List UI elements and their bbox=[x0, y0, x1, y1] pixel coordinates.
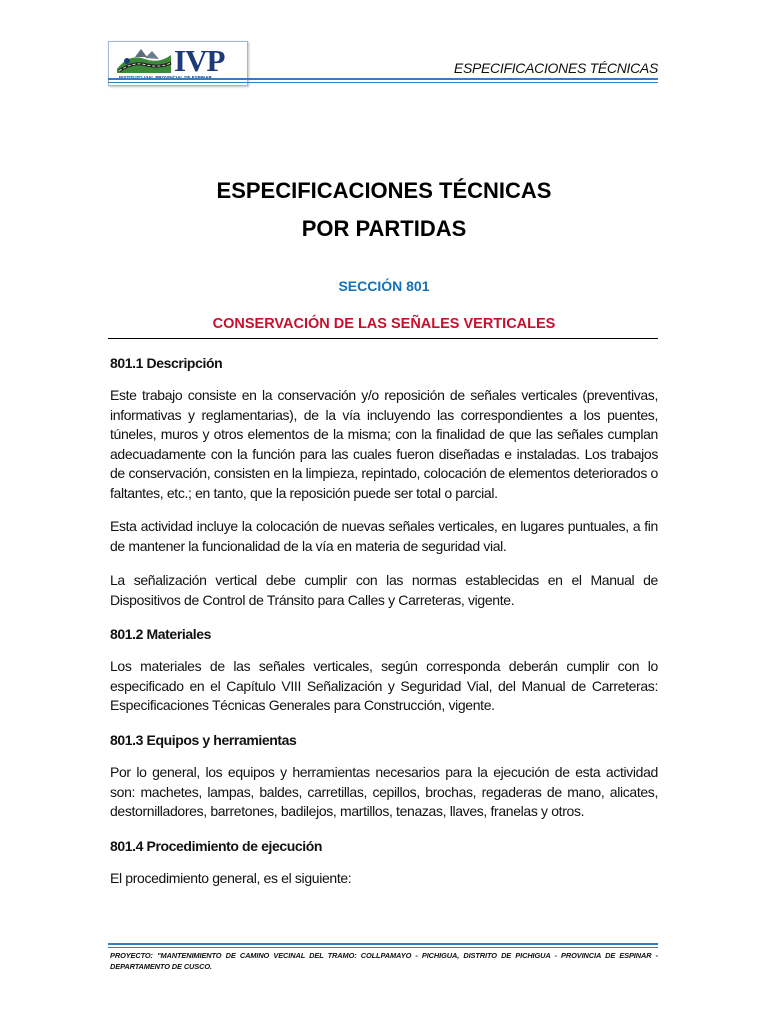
logo-text: IVP bbox=[174, 43, 225, 78]
header-title: ESPECIFICACIONES TÉCNICAS bbox=[453, 60, 658, 76]
document-title-line2: POR PARTIDAS bbox=[301, 216, 467, 241]
section-number: SECCIÓN 801 bbox=[338, 278, 430, 294]
footer-divider bbox=[108, 943, 658, 945]
paragraph: El procedimiento general, es el siguiente: bbox=[110, 870, 352, 886]
footer-project-text: PROYECTO: "MANTENIMIENTO DE CAMINO VECINAL DEL TRAMO: COLLPAMAYO - PICHIGUA, DISTRITO DE PICHIGUA - PROVINCIA DE ESPINAR - DEPARTAMENTO DE CUSCO. bbox=[110, 951, 658, 971]
paragraph: Los materiales de las señales verticales, según corresponda deberán cumplir con lo especificado en el Capítulo VIII Señalización y Seguridad Vial, del Manual de Carreteras: Especificaciones Técnicas Generales para Construcción, vigente. bbox=[110, 658, 658, 713]
paragraph: Este trabajo consiste en la conservación y/o reposición de señales verticales (preventivas, informativas y reglamentarias), de la vía incluyendo las correspondientes a los puentes, túneles, muros y otros elementos de la misma; con la finalidad de que las señales cumplan adecuadamente con la función para las cuales fueron diseñadas e instaladas. Los trabajos de conservación, consisten en la limpieza, repintado, colocación de elementos deteriorados o faltantes, etc.; en tanto, que la reposición puede ser total o parcial. bbox=[110, 387, 658, 501]
heading-801-2: 801.2 Materiales bbox=[110, 626, 212, 642]
header-divider-thin bbox=[108, 82, 658, 83]
header-divider bbox=[108, 78, 658, 80]
paragraph: La señalización vertical debe cumplir con las normas establecidas en el Manual de Dispositivos de Control de Tránsito para Calles y Carreteras, vigente. bbox=[110, 572, 658, 608]
footer-divider-thin bbox=[108, 947, 658, 948]
document-title-line1: ESPECIFICACIONES TÉCNICAS bbox=[216, 178, 552, 203]
paragraph: Por lo general, los equipos y herramientas necesarios para la ejecución de esta actividad son: machetes, lampas, baldes, carretillas, cepillos, brochas, regaderas de mano, alicates, destornilladores, barretones, badilejos, martillos, tenazas, llaves, franelas y otros. bbox=[110, 764, 658, 819]
logo-subtitle: INSTITUTO VIAL PROVINCIAL DE ESPINAR bbox=[119, 75, 212, 80]
section-divider bbox=[108, 338, 658, 339]
paragraph: Esta actividad incluye la colocación de nuevas señales verticales, en lugares puntuales, a fin de mantener la funcionalidad de la vía en materia de seguridad vial. bbox=[110, 518, 658, 554]
heading-801-4: 801.4 Procedimiento de ejecución bbox=[110, 838, 323, 854]
road-landscape-icon bbox=[115, 47, 173, 75]
heading-801-3: 801.3 Equipos y herramientas bbox=[110, 732, 297, 748]
heading-801-1: 801.1 Descripción bbox=[110, 355, 223, 371]
section-title: CONSERVACIÓN DE LAS SEÑALES VERTICALES bbox=[212, 316, 556, 332]
